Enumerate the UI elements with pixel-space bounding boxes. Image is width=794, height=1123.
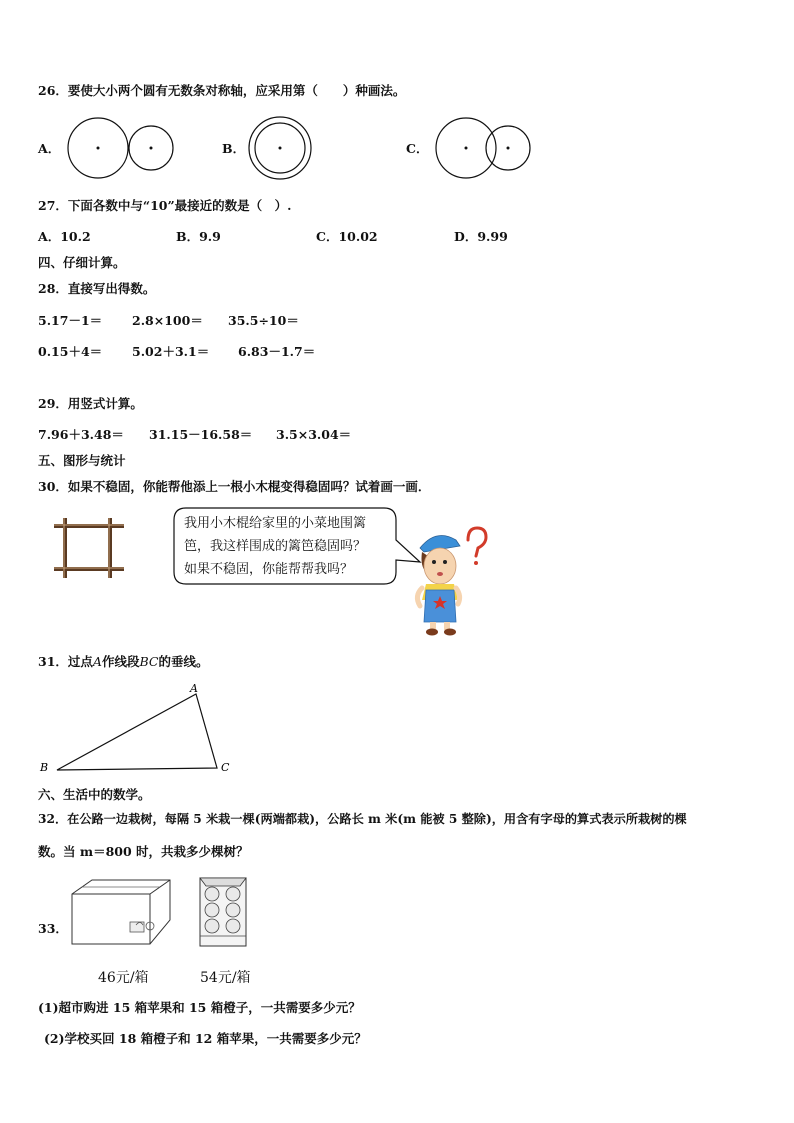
q27-option-d: D．9.99 — [454, 229, 508, 244]
q28-item-5: 5.02＋3.1＝ — [132, 344, 210, 359]
apple-price: 46元/箱 — [98, 970, 149, 986]
q26-option-c: C． — [406, 141, 429, 156]
q26-option-b: B． — [222, 141, 246, 156]
q31-segment: BC — [139, 654, 159, 669]
q33-sub-1: (1)超市购进 15 箱苹果和 15 箱橙子，一共需要多少元？ — [38, 1000, 361, 1015]
q32-line-1: 32．在公路一边栽树，每隔 5 米栽一棵(两端都栽)，公路长 m 米(m 能被 5 整除)，用含有字母的算式表示所栽树的棵 — [38, 812, 687, 826]
label-a: A — [190, 682, 198, 695]
q26-text: 26．要使大小两个圆有无数条对称轴，应采用第（ ）种画法。 — [38, 83, 406, 98]
section-6-heading: 六、生活中的数学。 — [38, 787, 151, 802]
q28-text: 28．直接写出得数。 — [38, 281, 156, 296]
section-4-heading: 四、仔细计算。 — [38, 255, 126, 270]
q27-option-a: A．10.2 — [38, 229, 91, 244]
q28-item-2: 2.8×100＝ — [132, 313, 203, 328]
q32-line-2: 数。当 m＝800 时，共栽多少棵树？ — [38, 844, 249, 859]
q28-item-6: 6.83－1.7＝ — [238, 344, 316, 359]
orange-price: 54元/箱 — [200, 970, 251, 986]
q29-item-1: 7.96＋3.48＝ — [38, 427, 124, 442]
bubble-line-3: 如果不稳固，你能帮帮我吗？ — [184, 562, 354, 577]
q26-option-a: A． — [38, 141, 61, 156]
section-5-heading: 五、图形与统计 — [38, 453, 126, 468]
label-b: B — [40, 761, 49, 774]
q33-number: 33． — [38, 921, 68, 936]
q31-post: 的垂线。 — [158, 654, 209, 669]
q29-item-2: 31.15－16.58＝ — [149, 427, 253, 442]
q31-mid: 作线段 — [101, 654, 140, 669]
q28-item-4: 0.15＋4＝ — [38, 344, 103, 359]
q27-option-c: C．10.02 — [316, 229, 378, 244]
bubble-line-2: 笆，我这样围成的篱笆稳固吗？ — [184, 539, 367, 554]
q31-point: A — [92, 654, 102, 669]
q28-item-3: 35.5÷10＝ — [228, 313, 299, 328]
q31-pre: 31．过点 — [38, 654, 93, 669]
q28-item-1: 5.17－1＝ — [38, 313, 103, 328]
q29-item-3: 3.5×3.04＝ — [276, 427, 352, 442]
label-c: C — [221, 761, 230, 774]
bubble-line-1: 我用小木棍给家里的小菜地围篱 — [184, 516, 367, 531]
q27-option-b: B．9.9 — [176, 229, 221, 244]
q29-text: 29．用竖式计算。 — [38, 396, 143, 411]
q27-text: 27．下面各数中与“10”最接近的数是（ ）. — [38, 198, 292, 213]
q33-sub-2: (2)学校买回 18 箱橙子和 12 箱苹果，一共需要多少元？ — [44, 1031, 367, 1046]
q30-text: 30．如果不稳固，你能帮他添上一根小木棍变得稳固吗？试着画一画． — [38, 479, 431, 494]
